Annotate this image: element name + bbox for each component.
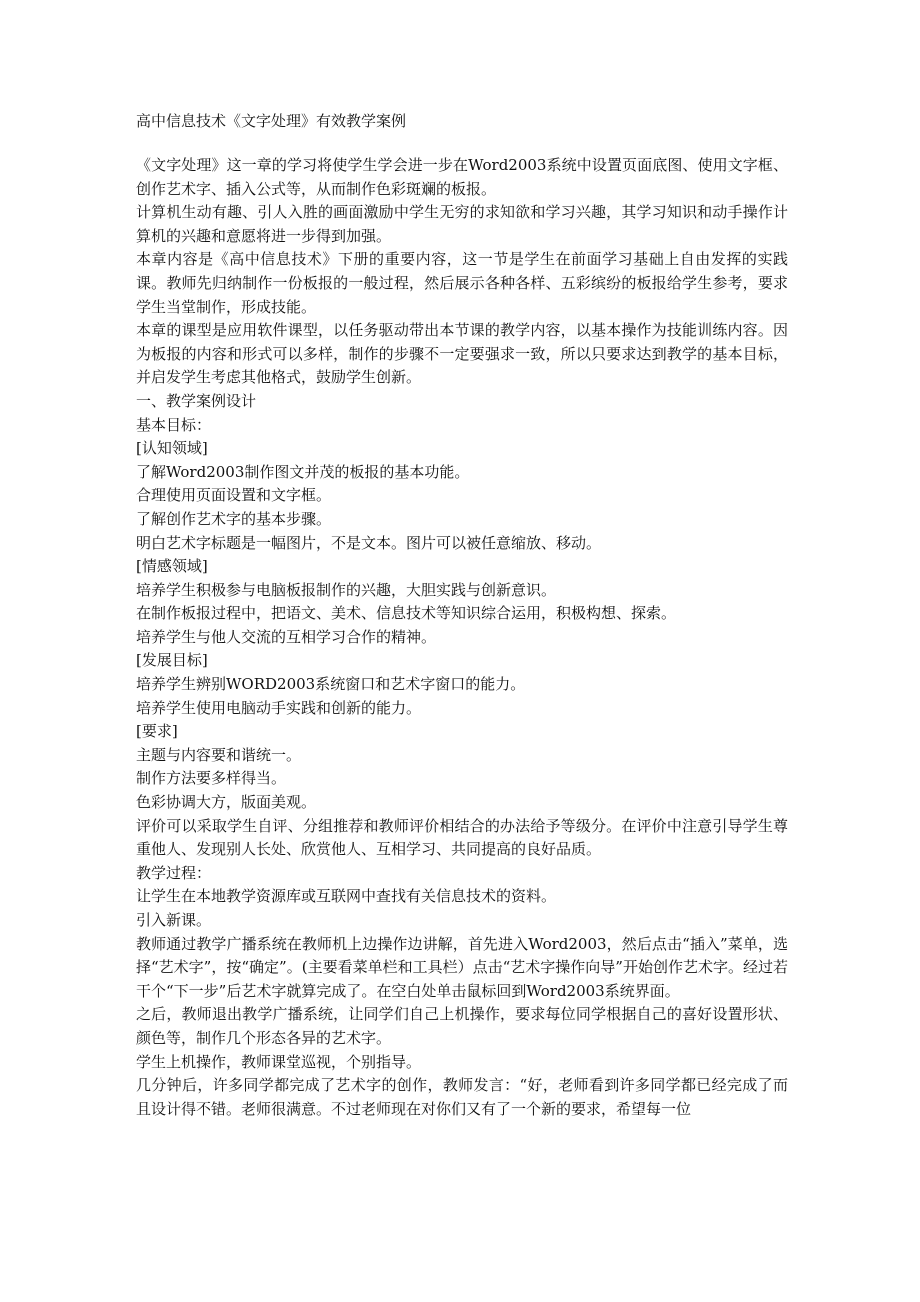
paragraph: 几分钟后，许多同学都完成了艺术字的创作，教师发言：“好，老师看到许多同学都已经完成了而且设计得不错。老师很满意。不过老师现在对你们又有了一个新的要求，希望每一位 <box>136 1076 788 1118</box>
paragraph: 评价可以采取学生自评、分组推荐和教师评价相结合的办法给予等级分。在评价中注意引导学生尊重他人、发现别人长处、欣赏他人、互相学习、共同提高的良好品质。 <box>136 816 788 859</box>
paragraph: 计算机生动有趣、引人入胜的画面激励中学生无穷的求知欲和学习兴趣，其学习知识和动手操作计算机的兴趣和意愿将进一步得到加强。 <box>136 203 788 245</box>
section-heading: 一、教学案例设计 <box>136 391 257 410</box>
list-item: 培养学生使用电脑动手实践和创新的能力。 <box>136 698 422 717</box>
paragraph: 本章的课型是应用软件课型，以任务驱动带出本节课的教学内容，以基本操作为技能训练内容。因为板报的内容和形式可以多样，制作的步骤不一定要强求一致，所以只要求达到教学的基本目标，并启发学生考虑其他格式，鼓励学生创新。 <box>136 321 788 387</box>
list-item: 色彩协调大方，版面美观。 <box>136 793 317 812</box>
list-item: 在制作板报过程中，把语文、美术、信息技术等知识综合运用，积极构想、探索。 <box>136 604 677 623</box>
category-label: [发展目标] <box>136 651 208 670</box>
document-body <box>136 154 788 1121</box>
list-item: 主题与内容要和谐统一。 <box>136 745 302 764</box>
list-item: 了解创作艺术字的基本步骤。 <box>136 509 332 528</box>
category-label: [认知领域] <box>136 439 208 458</box>
list-item: 了解Word2003制作图文并茂的板报的基本功能。 <box>136 462 470 481</box>
category-label: [要求] <box>136 722 178 741</box>
list-item: 培养学生与他人交流的互相学习合作的精神。 <box>136 627 437 646</box>
paragraph: 之后，教师退出教学广播系统，让同学们自己上机操作，要求每位同学根据自己的喜好设置形状、颜色等，制作几个形态各异的艺术字。 <box>136 1005 788 1047</box>
paragraph: 本章内容是《高中信息技术》下册的重要内容，这一节是学生在前面学习基础上自由发挥的实践课。教师先归纳制作一份板报的一般过程，然后展示各种各样、五彩缤纷的板报给学生参考，要求学生当堂制作，形成技能。 <box>136 250 788 316</box>
list-item: 培养学生积极参与电脑板报制作的兴趣，大胆实践与创新意识。 <box>136 580 557 599</box>
list-item: 制作方法要多样得当。 <box>136 769 287 788</box>
document-title: 高中信息技术《文字处理》有效教学案例 <box>136 112 407 130</box>
subsection-heading: 教学过程： <box>136 863 212 882</box>
list-item: 合理使用页面设置和文字框。 <box>136 486 332 505</box>
category-label: [情感领域] <box>136 557 208 576</box>
paragraph: 让学生在本地教学资源库或互联网中查找有关信息技术的资料。 <box>136 887 557 906</box>
paragraph: 引入新课。 <box>136 911 212 929</box>
paragraph: 《文字处理》这一章的学习将使学生学会进一步在Word2003系统中设置页面底图、使用文字框、创作艺术字、插入公式等，从而制作色彩斑斓的板报。 <box>136 156 788 198</box>
list-item: 培养学生辨别WORD2003系统窗口和艺术字窗口的能力。 <box>136 675 526 694</box>
subsection-heading: 基本目标： <box>136 415 212 434</box>
list-item: 明白艺术字标题是一幅图片，不是文本。图片可以被任意缩放、移动。 <box>136 533 602 552</box>
paragraph: 教师通过教学广播系统在教师机上边操作边讲解，首先进入Word2003，然后点击“插入”菜单，选择“艺术字”，按“确定”。(主要看菜单栏和工具栏）点击“艺术字操作向导”开始创作艺术字。经过若干个“下一步”后艺术字就算完成了。在空白处单击鼠标回到Word2003系统界面。 <box>136 934 788 1000</box>
paragraph: 学生上机操作，教师课堂巡视，个别指导。 <box>136 1052 422 1071</box>
